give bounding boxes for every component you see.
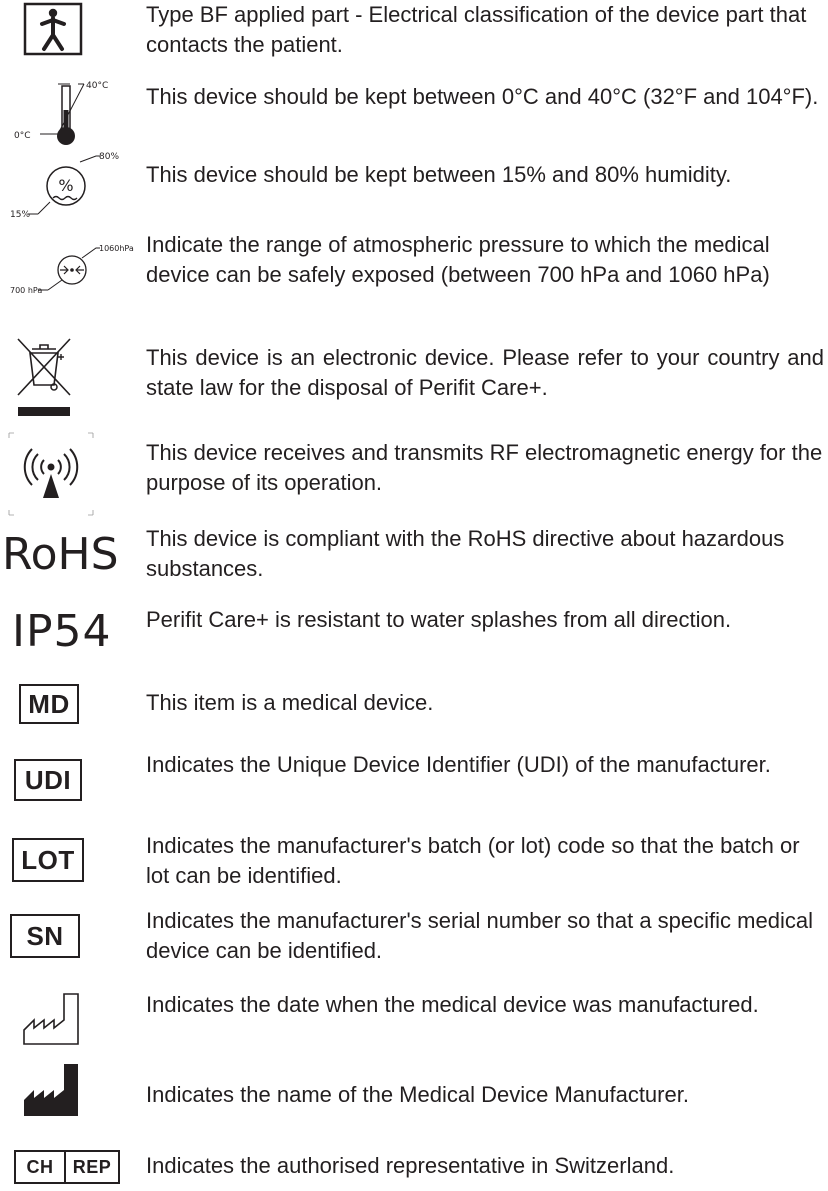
sn-box-icon xyxy=(0,906,140,972)
symbol-row xyxy=(0,603,828,663)
temperature-limit-icon xyxy=(0,72,140,148)
pressure-high-label: 1060hPa xyxy=(99,244,134,253)
humidity-limit-icon xyxy=(0,150,140,222)
symbol-description: This device should be kept between 15% and 80% humidity. xyxy=(146,162,732,187)
symbol-description: Type BF applied part - Electrical classification of the device part that contacts the patient. xyxy=(146,2,807,57)
md-box-icon xyxy=(0,680,140,730)
symbol-row xyxy=(0,831,828,897)
symbol-row xyxy=(0,150,828,222)
rohs-mark: RoHS xyxy=(2,529,119,580)
pressure-low-label: 700 hPa xyxy=(10,286,43,295)
symbol-description: Indicates the manufacturer's serial number so that a specific medical device can be identified. xyxy=(146,908,813,963)
rohs-icon xyxy=(0,520,140,590)
symbol-description: Indicates the date when the medical device was manufactured. xyxy=(146,992,759,1017)
symbol-row xyxy=(0,230,828,326)
rep-box: REP xyxy=(64,1150,120,1184)
udi-box: UDI xyxy=(14,759,82,801)
symbol-description: This device should be kept between 0°C and 40°C (32°F and 104°F). xyxy=(146,84,819,109)
lot-box: LOT xyxy=(12,838,84,882)
symbol-row xyxy=(0,750,828,816)
symbol-row xyxy=(0,1060,828,1122)
symbol-description: This device is an electronic device. Please refer to your country and state law for the disposal of Perifit Care+. xyxy=(146,345,824,400)
symbol-description: Perifit Care+ is resistant to water splashes from all direction. xyxy=(146,607,732,632)
ip54-icon xyxy=(0,603,140,663)
symbol-description: Indicates the authorised representative in Switzerland. xyxy=(146,1153,675,1178)
ch-box: CH xyxy=(14,1150,66,1184)
symbol-row xyxy=(0,0,828,60)
ip54-mark: IP54 xyxy=(12,606,112,657)
ch-rep-icon xyxy=(0,1145,140,1189)
svg-text:%: % xyxy=(58,176,74,195)
symbol-description: Indicates the Unique Device Identifier (UDI) of the manufacturer. xyxy=(146,752,771,777)
symbol-description: This item is a medical device. xyxy=(146,690,434,715)
symbol-row xyxy=(0,335,828,435)
md-box: MD xyxy=(19,684,79,724)
humidity-high-label: 80% xyxy=(99,152,120,162)
temperature-high-label: 40°C xyxy=(86,81,109,91)
sn-box: SN xyxy=(10,914,80,958)
symbol-row xyxy=(0,520,828,590)
type-bf-applied-part-icon xyxy=(0,0,140,60)
rf-radiation-icon xyxy=(0,432,140,516)
symbol-description: Indicate the range of atmospheric pressure to which the medical device can be safely exposed (between 700 hPa and 1060 hPa) xyxy=(146,232,770,287)
symbol-row xyxy=(0,72,828,148)
symbol-row xyxy=(0,432,828,516)
manufacturer-icon xyxy=(0,1060,140,1122)
symbol-row xyxy=(0,906,828,972)
symbol-row xyxy=(0,990,828,1056)
symbol-description: This device receives and transmits RF electromagnetic energy for the purpose of its operation. xyxy=(146,440,823,495)
symbol-description: Indicates the manufacturer's batch (or lot) code so that the batch or lot can be identified. xyxy=(146,833,800,888)
weee-crossed-bin-icon xyxy=(0,335,140,435)
symbol-row xyxy=(0,1145,828,1189)
date-of-manufacture-icon xyxy=(0,990,140,1056)
symbol-description: Indicates the name of the Medical Device Manufacturer. xyxy=(146,1082,689,1107)
humidity-low-label: 15% xyxy=(10,210,31,220)
symbol-row xyxy=(0,680,828,730)
udi-box-icon xyxy=(0,750,140,816)
temperature-low-label: 0°C xyxy=(14,131,31,141)
symbol-description: This device is compliant with the RoHS directive about hazardous substances. xyxy=(146,526,785,581)
atmospheric-pressure-limit-icon xyxy=(0,230,140,326)
lot-box-icon xyxy=(0,831,140,897)
